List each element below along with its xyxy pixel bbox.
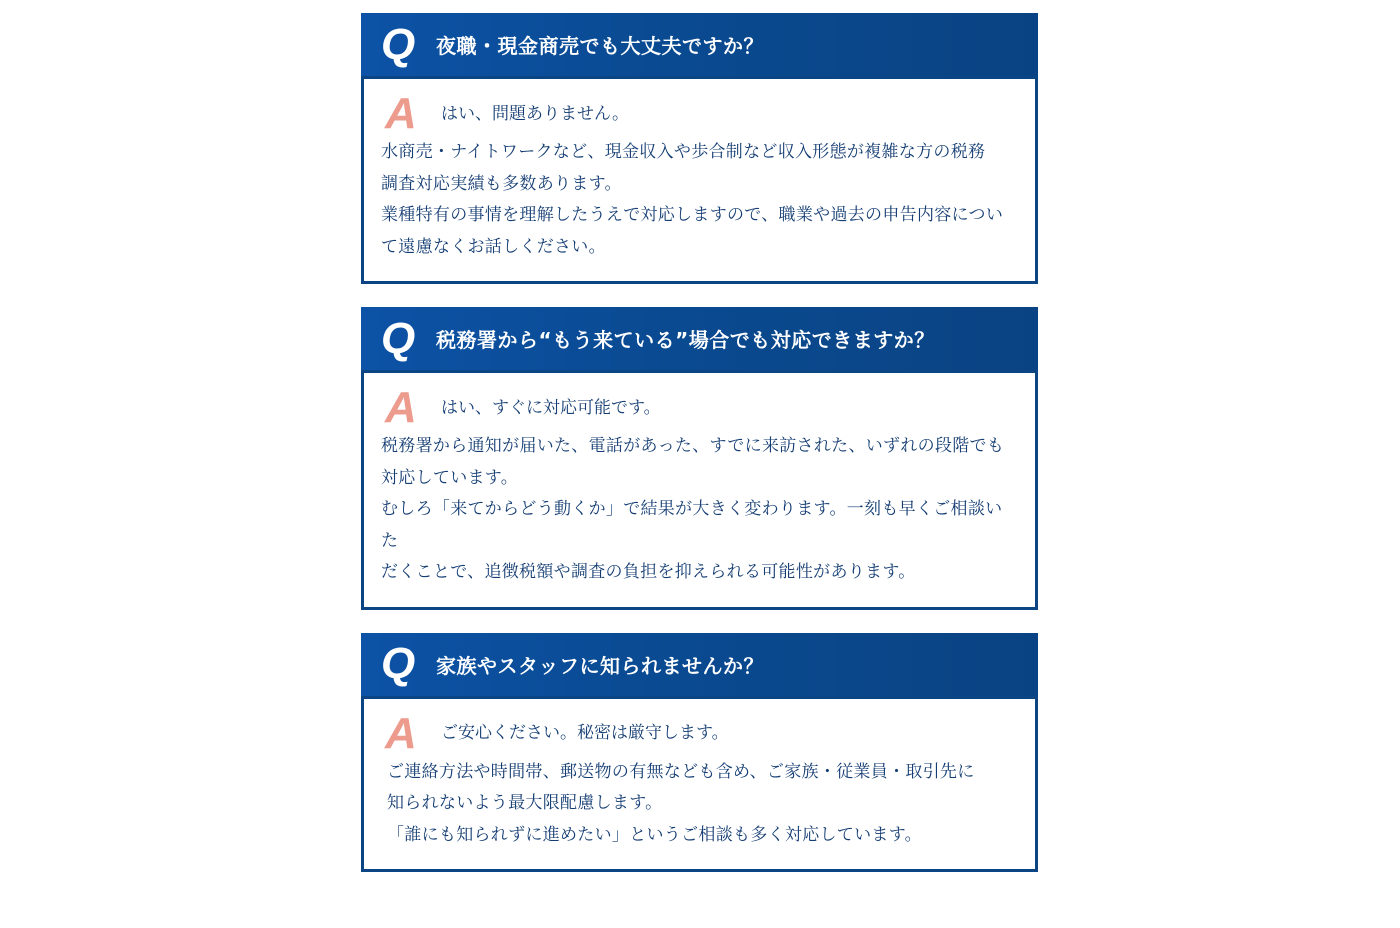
faq-answer-lead: はい、問題ありません。 bbox=[441, 103, 630, 124]
answer-line: 水商売・ナイトワークなど、現金収入や歩合制など収入形態が複雑な方の税務 bbox=[381, 142, 986, 162]
answer-mark-icon: A bbox=[385, 708, 417, 758]
faq-answer-lead: はい、すぐに対応可能です。 bbox=[441, 397, 661, 418]
faq-answer-lead: ご安心ください。秘密は厳守します。 bbox=[441, 723, 729, 743]
faq-answer bbox=[364, 373, 1035, 607]
faq-question-header bbox=[361, 307, 1038, 373]
answer-line: 「誰にも知られずに進めたい」というご相談も多く対応しています。 bbox=[387, 824, 922, 845]
faq-item bbox=[361, 633, 1038, 873]
question-mark-icon: Q bbox=[381, 639, 415, 688]
faq-answer bbox=[364, 79, 1035, 281]
answer-line: て遠慮なくお話しください。 bbox=[381, 236, 606, 257]
question-mark-icon: Q bbox=[381, 313, 415, 363]
answer-line: ご連絡方法や時間帯、郵送物の有無なども含め、ご家族・従業員・取引先に bbox=[387, 761, 975, 782]
faq-question-header bbox=[361, 633, 1038, 699]
faq-question-text: 夜職・現金商売でも大丈夫ですか？ bbox=[436, 34, 764, 58]
answer-line: 知られないよう最大限配慮します。 bbox=[387, 793, 663, 813]
answer-mark-icon: A bbox=[385, 89, 417, 138]
answer-line: 税務署から通知が届いた、電話があった、すでに来訪された、いずれの段階でも bbox=[381, 436, 1005, 456]
answer-line: 対応しています。 bbox=[381, 467, 519, 488]
faq-answer-head bbox=[385, 91, 1018, 137]
answer-mark-icon: A bbox=[385, 383, 417, 432]
faq-question-text: 税務署から“もう来ている”場合でも対応できますか？ bbox=[436, 328, 935, 352]
faq-answer bbox=[364, 699, 1035, 870]
faq-answer-body bbox=[381, 431, 1018, 589]
faq-question-text: 家族やスタッフに知られませんか？ bbox=[436, 653, 764, 678]
question-mark-icon: Q bbox=[381, 19, 415, 69]
faq-question-header bbox=[361, 13, 1038, 79]
answer-line: 調査対応実績も多数あります。 bbox=[381, 173, 622, 194]
answer-line: むしろ「来てからどう動くか」で結果が大きく変わります。一刻も早くご相談いた bbox=[381, 499, 1003, 551]
faq-answer-head bbox=[385, 385, 1018, 431]
faq-answer-body bbox=[381, 137, 1018, 263]
faq-item bbox=[361, 307, 1038, 610]
faq-item bbox=[361, 13, 1038, 284]
faq-list bbox=[361, 13, 1038, 872]
faq-answer-head bbox=[385, 708, 1018, 758]
faq-answer-body bbox=[381, 757, 1018, 852]
answer-line: 業種特有の事情を理解したうえで対応しますので、職業や過去の申告内容につい bbox=[381, 205, 1004, 225]
answer-line: だくことで、追徴税額や調査の負担を抑えられる可能性があります。 bbox=[381, 562, 916, 582]
